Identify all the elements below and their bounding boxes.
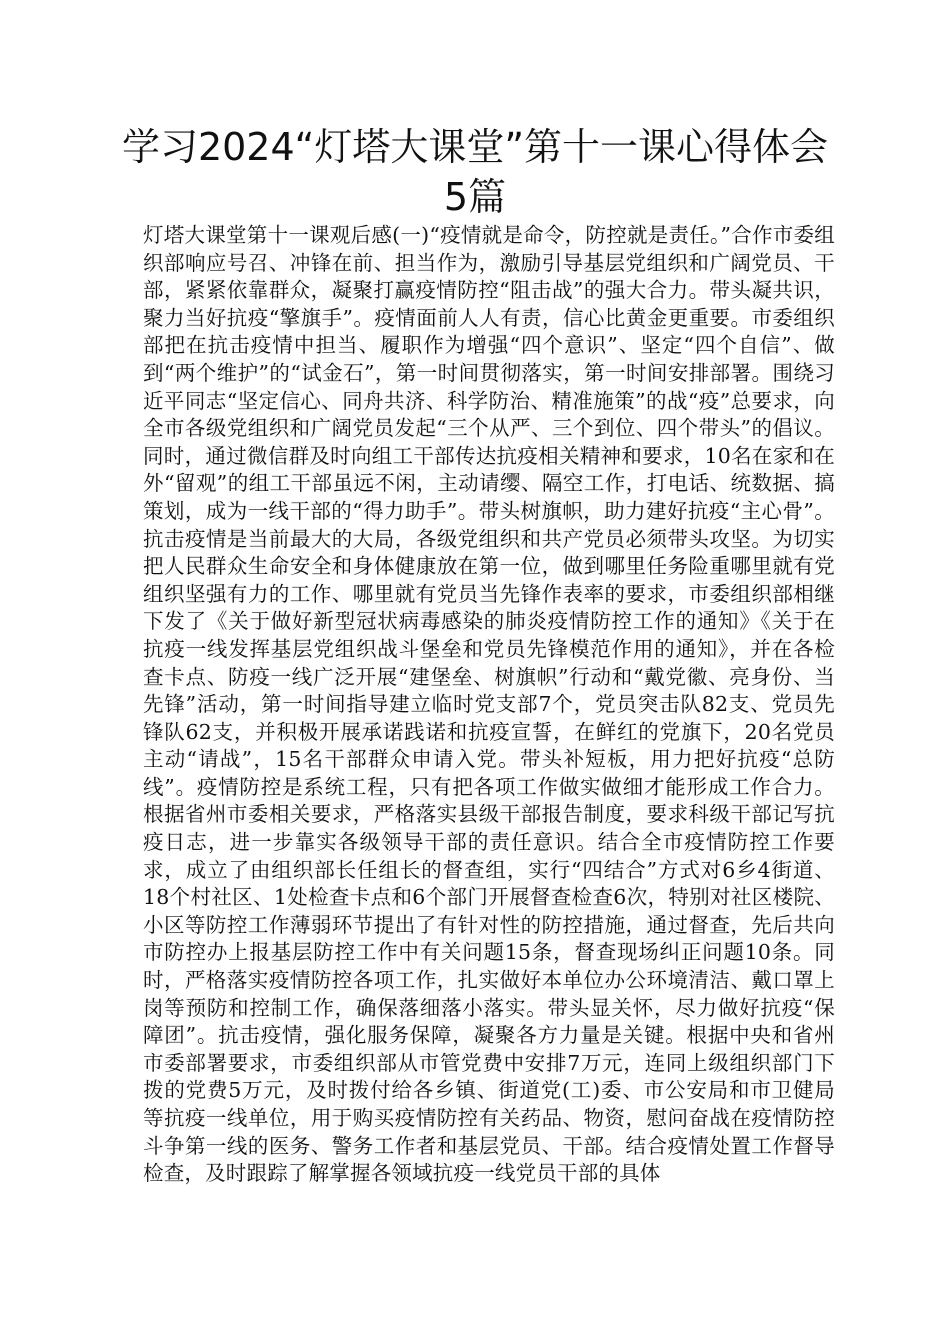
document-title: 学习2024“灯塔大课堂”第十一课心得体会5篇	[121, 125, 829, 219]
document-body: 灯塔大课堂第十一课观后感(一)“疫情就是命令，防控就是责任。”合作市委组织部响应号召、冲锋在前、担当作为，激励引导基层党组织和广阔党员、干部，紧紧依靠群众，凝聚打赢疫情防控“阻击战”的强大合力。带头凝共识，聚力当好抗疫“擎旗手”。疫情面前人人有责，信心比黄金更重要。市委组织部把在抗击疫情中担当、履职作为增强“四个意识”、坚定“四个自信”、做到“两个维护”的“试金石”，第一时间贯彻落实，第一时间安排部署。围绕习近平同志“坚定信心、同舟共济、科学防治、精准施策”的战“疫”总要求，向全市各级党组织和广阔党员发起“三个从严、三个到位、四个带头”的倡议。同时，通过微信群及时向组工干部传达抗疫相关精神和要求，10名在家和在外“留观”的组工干部虽远不闲，主动请缨、隔空工作，打电话、统数据、搞策划，成为一线干部的“得力助手”。带头树旗帜，助力建好抗疫“主心骨”。抗击疫情是当前最大的大局，各级党组织和共产党员必须带头攻坚。为切实把人民群众生命安全和身体健康放在第一位，做到哪里任务险重哪里就有党组织坚强有力的工作、哪里就有党员当先锋作表率的要求，市委组织部相继下发了《关于做好新型冠状病毒感染的肺炎疫情防控工作的通知》《关于在抗疫一线发挥基层党组织战斗堡垒和党员先锋模范作用的通知》，并在各检查卡点、防疫一线广泛开展“建堡垒、树旗帜”行动和“戴党徽、亮身份、当先锋”活动，第一时间指导建立临时党支部7个，党员突击队82支、党员先锋队62支，并积极开展承诺践诺和抗疫宣誓，在鲜红的党旗下，20名党员主动“请战”，15名干部群众申请入党。带头补短板，用力把好抗疫“总防线”。疫情防控是系统工程，只有把各项工作做实做细才能形成工作合力。根据省州市委相关要求，严格落实县级干部报告制度，要求科级干部记写抗疫日志，进一步靠实各级领导干部的责任意识。结合全市疫情防控工作要求，成立了由组织部长任组长的督查组，实行“四结合”方式对6乡4街道、18个村社区、1处检查卡点和6个部门开展督查检查6次，特别对社区楼院、小区等防控工作薄弱环节提出了有针对性的防控措施，通过督查，先后共向市防控办上报基层防控工作中有关问题15条，督查现场纠正问题10条。同时，严格落实疫情防控各项工作，扎实做好本单位办公环境清洁、戴口罩上岗等预防和控制工作，确保落细落小落实。带头显关怀，尽力做好抗疫“保障团”。抗击疫情，强化服务保障，凝聚各方力量是关键。根据中央和省州市委部署要求，市委组织部从市管党费中安排7万元，连同上级组织部门下拨的党费5万元，及时拨付给各乡镇、街道党(工)委、市公安局和市卫健局等抗疫一线单位，用于购买疫情防控有关药品、物资，慰问奋战在疫情防控斗争第一线的医务、警务工作者和基层党员、干部。结合疫情处置工作督导检查，及时跟踪了解掌握各领域抗疫一线党员干部的具体	[143, 223, 835, 1186]
